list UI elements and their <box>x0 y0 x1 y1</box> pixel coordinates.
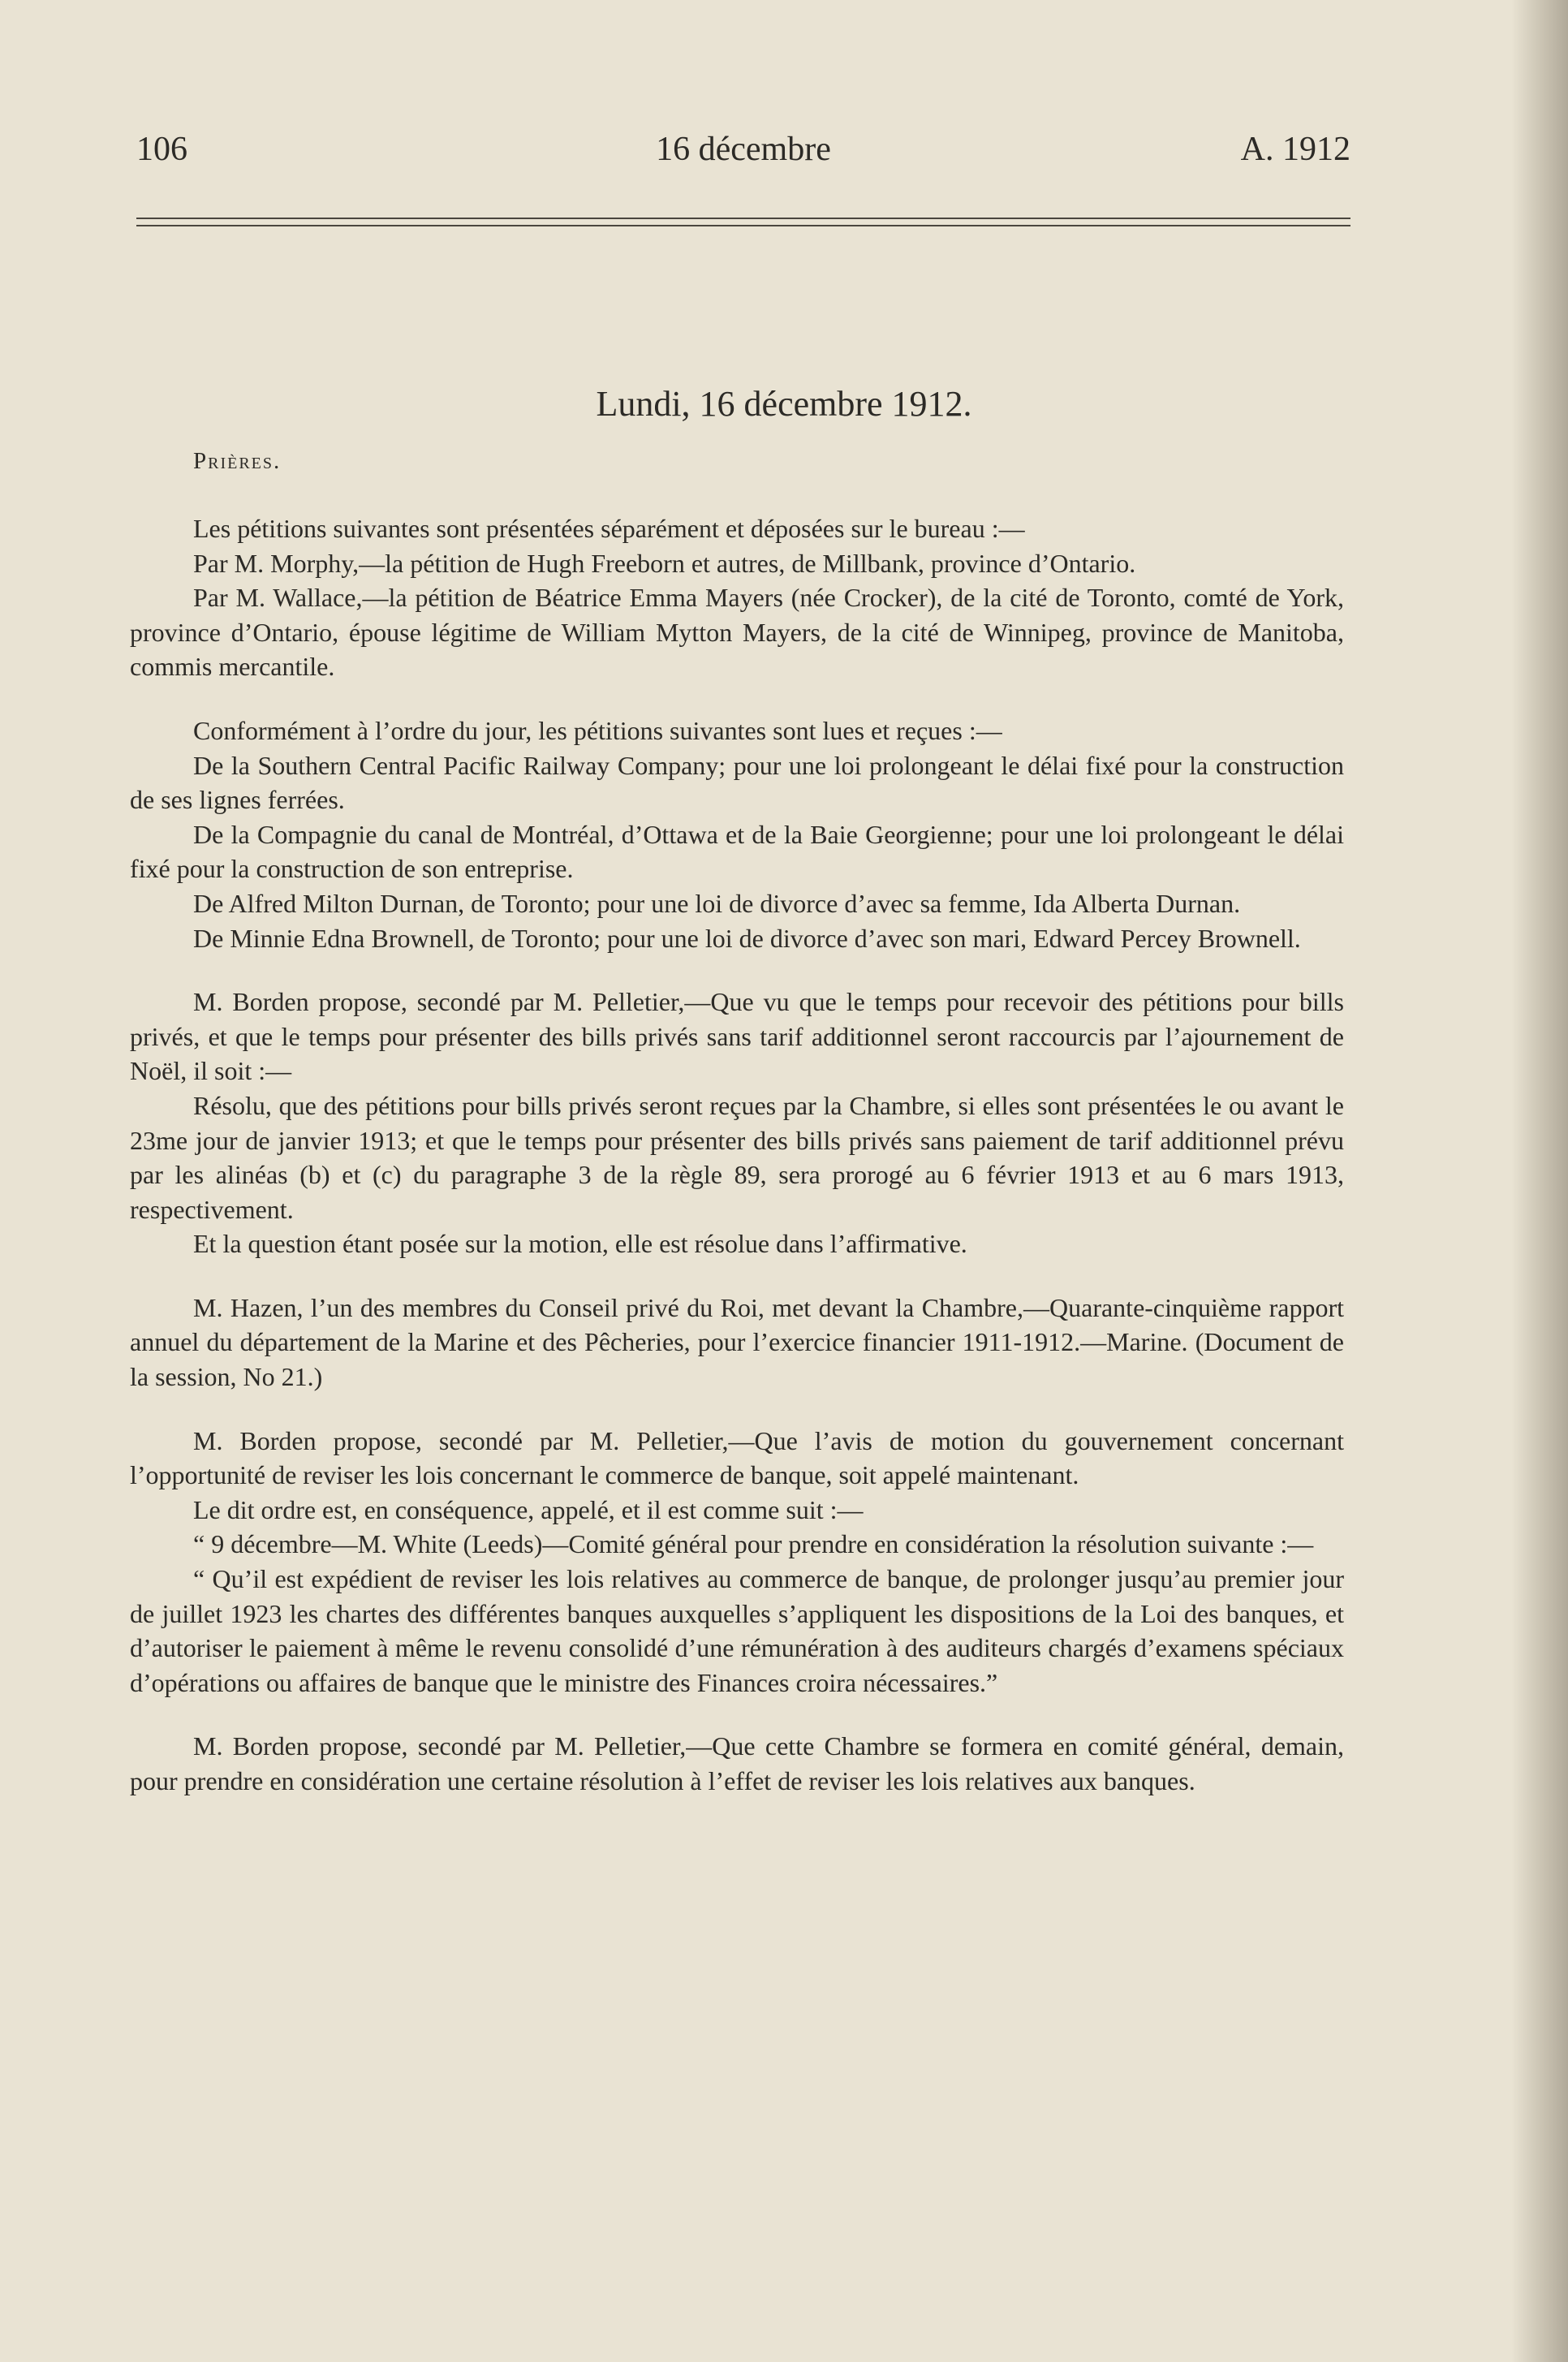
header-date: 16 décembre <box>656 131 831 168</box>
paragraph: Le dit ordre est, en conséquence, appelé, et il est comme suit :— <box>193 1494 864 1524</box>
paragraph: Conformément à l’ordre du jour, les pétitions suivantes sont lues et reçues :— <box>193 715 1002 745</box>
header-rule-bottom <box>136 225 1350 226</box>
paragraph: Les pétitions suivantes sont présentées séparément et déposées sur le bureau :— <box>193 514 1025 543</box>
page-number: 106 <box>136 131 187 168</box>
paragraph: Résolu, que des pétitions pour bills privés seront reçues par la Chambre, si elles sont présentées le ou avant le 23me jour de janvier 1913; et que le temps pour présenter des bills privés sans paiement de tarif additionnel prévu par les alinéas (b) et (c) du paragraphe 3 de la règle 89, sera prorogé au 6 février 1913 et au 6 mars 1913, respectivement. <box>130 1090 1344 1224</box>
paragraph: De la Compagnie du canal de Montréal, d’Ottawa et de la Baie Georgienne; pour une loi prolongeant le délai fixé pour la construction de son entreprise. <box>130 819 1344 884</box>
paragraph: “ Qu’il est expédient de reviser les lois relatives au commerce de banque, de prolonger jusqu’au premier jour de juillet 1923 les chartes des différentes banques auxquelles s’appliquent les dispositions de la Loi des banques, et d’autoriser le paiement à même le revenu consolidé d’une rémunération à des auditeurs chargés d’examens spéciaux d’opérations ou affaires de banque que le ministre des Finances croira nécessaires.” <box>130 1564 1344 1697</box>
paragraph: “ 9 décembre—M. White (Leeds)—Comité général pour prendre en considération la résolution suivante :— <box>193 1529 1314 1559</box>
paragraph: Par M. Wallace,—la pétition de Béatrice Emma Mayers (née Crocker), de la cité de Toronto, comté de York, province d’Ontario, épouse légitime de William Mytton Mayers, de la cité de Winnipeg, province de Manitoba, commis mercantile. <box>130 583 1344 682</box>
paragraph: M. Borden propose, secondé par M. Pelletier,—Que l’avis de motion du gouvernement concernant l’opportunité de reviser les lois concernant le commerce de banque, soit appelé maintenant. <box>130 1425 1344 1490</box>
prayers-heading: Prières. <box>193 448 282 474</box>
paragraph: De Alfred Milton Durnan, de Toronto; pour une loi de divorce d’avec sa femme, Ida Alberta Durnan. <box>193 888 1241 918</box>
sitting-title: Lundi, 16 décembre 1912. <box>596 384 972 424</box>
header-year: A. 1912 <box>1240 131 1350 168</box>
paragraph: Et la question étant posée sur la motion, elle est résolue dans l’affirmative. <box>193 1229 967 1259</box>
page-edge-shadow <box>1511 0 1568 2362</box>
paragraph: Par M. Morphy,—la pétition de Hugh Freeborn et autres, de Millbank, province d’Ontario. <box>193 548 1136 578</box>
paragraph: M. Borden propose, secondé par M. Pelletier,—Que cette Chambre se formera en comité général, demain, pour prendre en considération une certaine résolution à l’effet de reviser les lois relatives aux banques. <box>130 1731 1344 1795</box>
paragraph: De la Southern Central Pacific Railway Company; pour une loi prolongeant le délai fixé pour la construction de ses lignes ferrées. <box>130 750 1344 815</box>
paragraph: M. Borden propose, secondé par M. Pelletier,—Que vu que le temps pour recevoir des pétitions pour bills privés, et que le temps pour présenter des bills privés sans tarif additionnel seront raccourcis par l’ajournement de Noël, il soit :— <box>130 987 1344 1086</box>
paragraph: De Minnie Edna Brownell, de Toronto; pour une loi de divorce d’avec son mari, Edward Percey Brownell. <box>193 923 1301 953</box>
paragraph: M. Hazen, l’un des membres du Conseil privé du Roi, met devant la Chambre,—Quarante-cinquième rapport annuel du département de la Marine et des Pêcheries, pour l’exercice financier 1911-1912.—Marine. (Document de la session, No 21.) <box>130 1292 1344 1392</box>
header-rule-top <box>136 218 1350 219</box>
running-header <box>136 130 1350 179</box>
journal-body <box>130 511 1344 1799</box>
